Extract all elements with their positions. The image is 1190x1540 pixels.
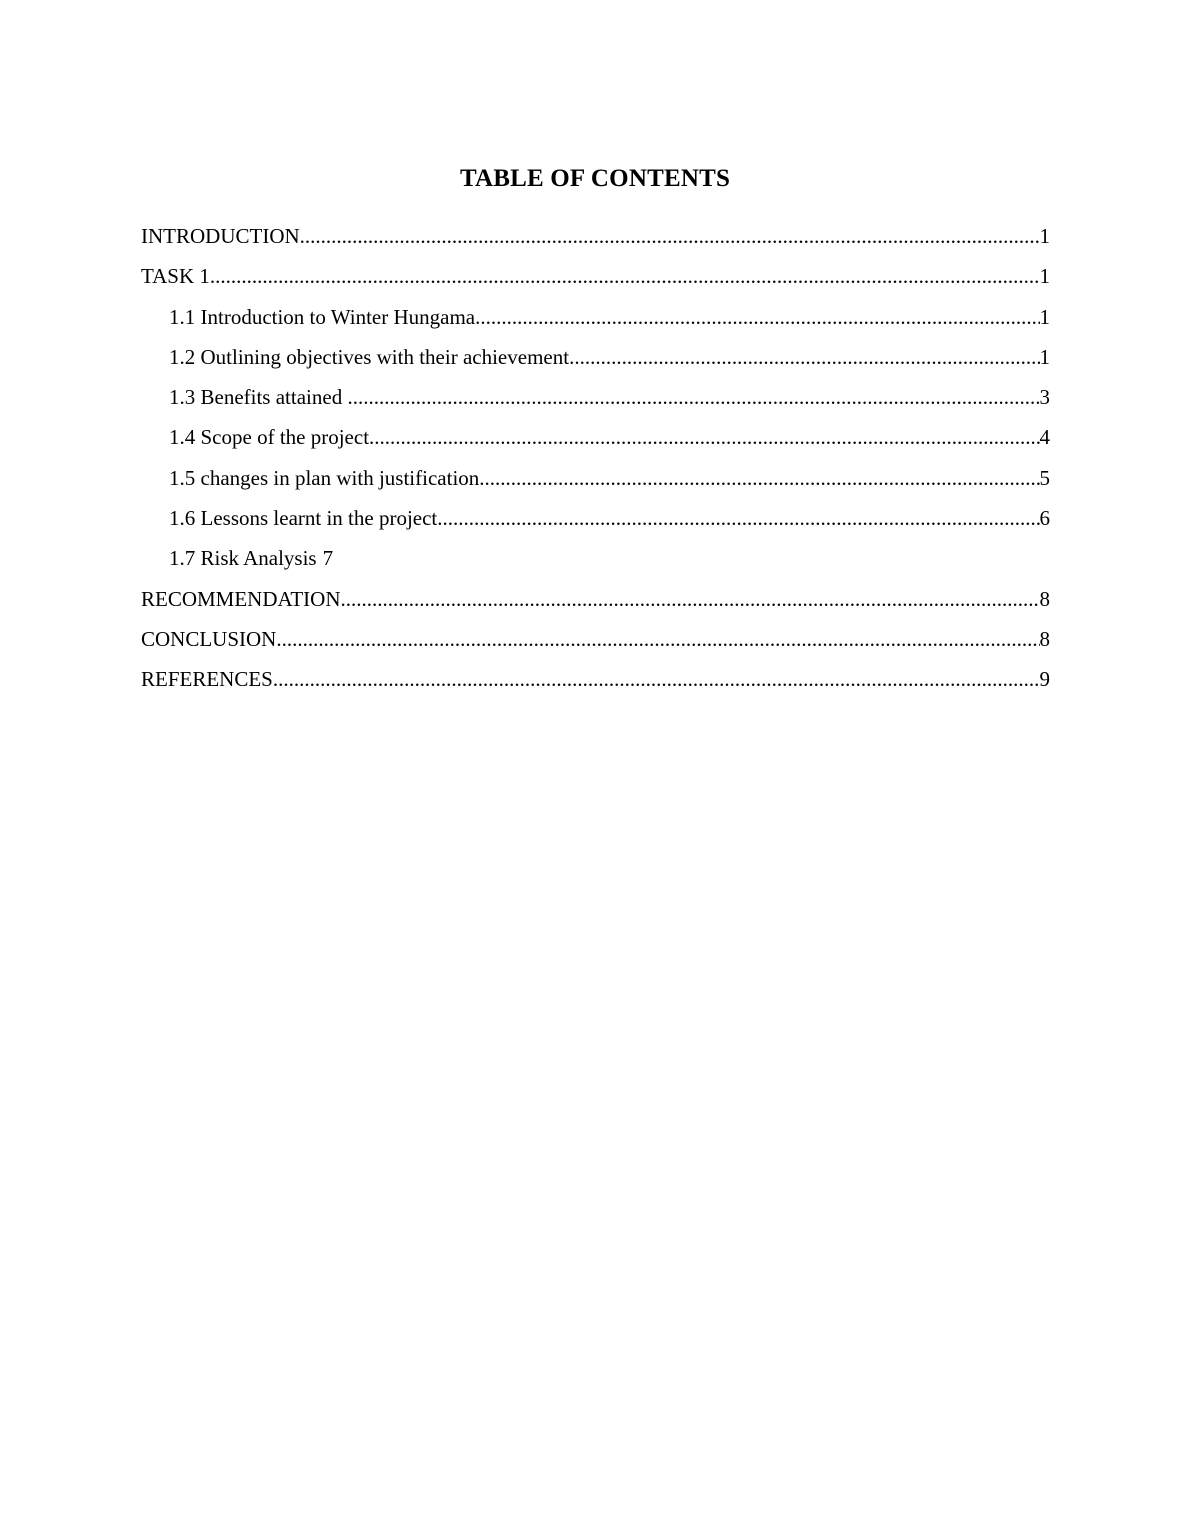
- toc-entry-1-2[interactable]: [141, 341, 1050, 381]
- toc-dot-leader: [300, 220, 1040, 252]
- toc-entry-page: 1: [1039, 304, 1050, 329]
- toc-dot-leader: [273, 663, 1040, 695]
- toc-entry-recommendation[interactable]: [141, 583, 1050, 623]
- toc-entry-label: 1.5 changes in plan with justification: [169, 465, 480, 490]
- toc-entry-page: 1: [1039, 224, 1050, 248]
- toc-entry-page: 6: [1039, 506, 1050, 531]
- toc-title: TABLE OF CONTENTS: [459, 165, 731, 192]
- toc-dot-leader: [210, 260, 1040, 292]
- toc-entry-label: TASK 1: [141, 264, 210, 289]
- toc-entry-introduction[interactable]: [141, 220, 1050, 260]
- toc-entry-label: 1.6 Lessons learnt in the project: [169, 506, 438, 531]
- toc-dot-leader: [369, 421, 1039, 453]
- toc-entry-label: 1.3 Benefits attained: [169, 385, 348, 410]
- toc-entry-label: 1.1 Introduction to Winter Hungama: [169, 304, 476, 329]
- toc-entry-conclusion[interactable]: [141, 623, 1050, 663]
- toc-entry-label: 1.4 Scope of the project: [169, 425, 370, 450]
- toc-list: [141, 220, 1050, 704]
- toc-dot-leader: [437, 502, 1039, 534]
- toc-entry-1-4[interactable]: [141, 421, 1050, 461]
- toc-entry-page: 8: [1039, 586, 1050, 611]
- toc-entry-page: 7: [322, 546, 334, 571]
- toc-entry-label: 1.2 Outlining objectives with their achievement: [169, 344, 570, 369]
- toc-entry-page: 1: [1039, 264, 1050, 289]
- toc-entry-page: 4: [1039, 425, 1050, 450]
- toc-dot-leader: [276, 623, 1039, 655]
- toc-dot-leader: [347, 381, 1039, 413]
- toc-entry-label: REFERENCES: [141, 667, 273, 692]
- toc-entry-1-7[interactable]: [141, 542, 1050, 582]
- toc-entry-label: RECOMMENDATION: [141, 586, 341, 611]
- toc-entry-page: 1: [1039, 344, 1050, 369]
- toc-entry-1-1[interactable]: [141, 301, 1050, 341]
- toc-dot-leader: [475, 301, 1039, 333]
- toc-entry-1-6[interactable]: [141, 502, 1050, 542]
- toc-entry-label: INTRODUCTION: [141, 224, 300, 248]
- toc-dot-leader: [479, 462, 1039, 494]
- toc-entry-1-3[interactable]: [141, 381, 1050, 421]
- toc-entry-page: 9: [1039, 667, 1050, 692]
- toc-entry-page: 8: [1039, 626, 1050, 651]
- toc-dot-leader: [341, 583, 1040, 615]
- toc-entry-label: 1.7 Risk Analysis: [169, 546, 317, 571]
- toc-entry-page: 3: [1039, 385, 1050, 410]
- toc-dot-leader: [569, 341, 1039, 373]
- toc-entry-label: CONCLUSION: [141, 626, 277, 651]
- toc-entry-page: 5: [1039, 465, 1050, 490]
- toc-entry-1-5[interactable]: [141, 462, 1050, 502]
- toc-entry-task-1[interactable]: [141, 260, 1050, 300]
- toc-entry-references[interactable]: [141, 663, 1050, 703]
